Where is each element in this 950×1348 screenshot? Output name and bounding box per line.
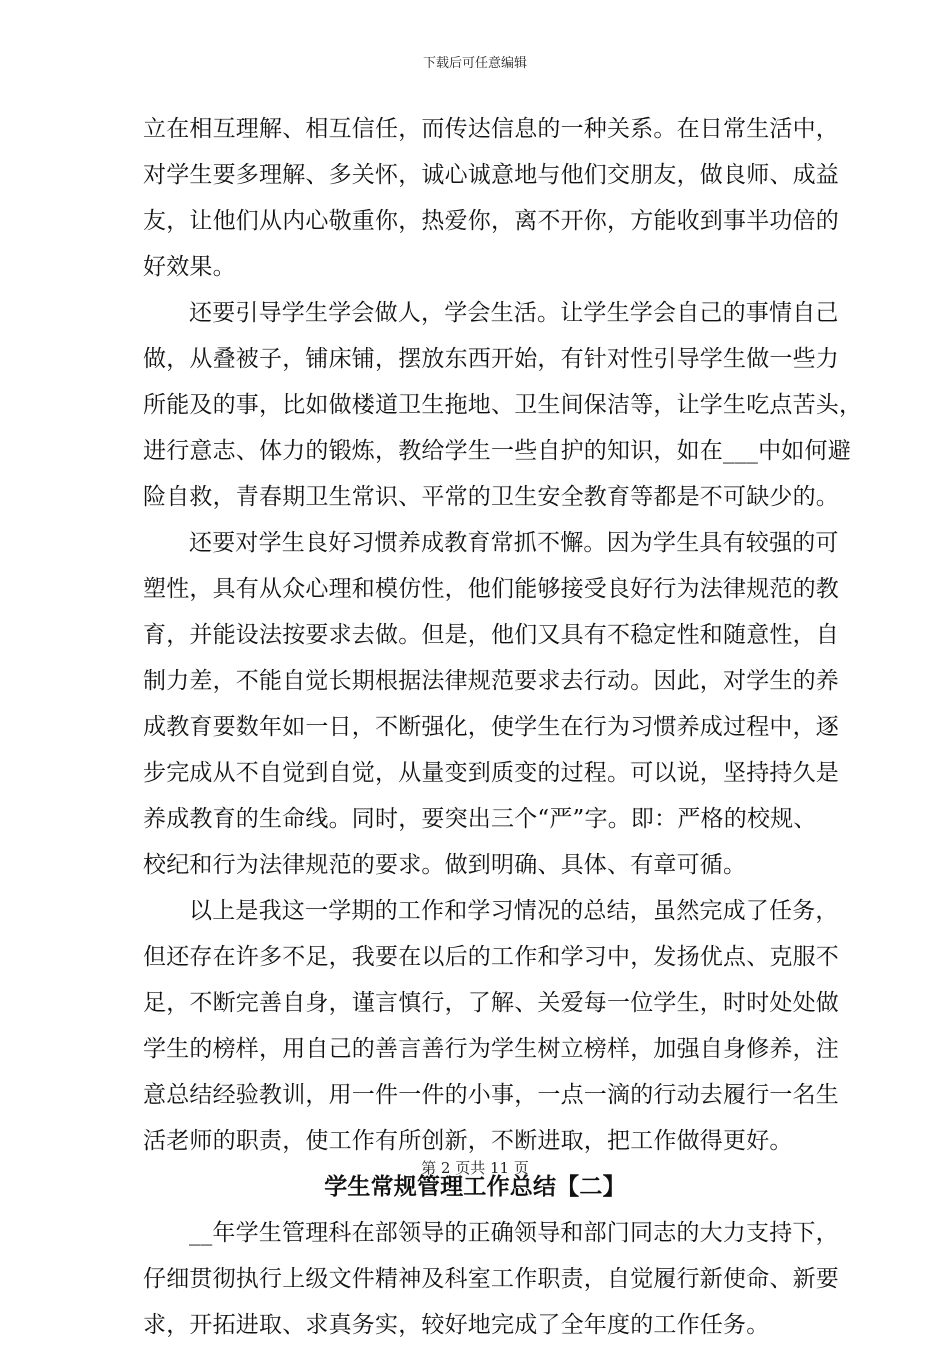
text-line: 做，从叠被子，铺床铺，摆放东西开始，有针对性引导学生做一些力 bbox=[143, 346, 839, 372]
text-line: 塑性，具有从众心理和模仿性，他们能够接受良好行为法律规范的教 bbox=[143, 576, 839, 602]
text-line: 仔细贯彻执行上级文件精神及科室工作职责，自觉履行新使命、新要 bbox=[143, 1266, 839, 1292]
text-line: 求，开拓进取、求真务实，较好地完成了全年度的工作任务。 bbox=[143, 1312, 770, 1338]
text-line: 活老师的职责，使工作有所创新，不断进取，把工作做得更好。 bbox=[143, 1128, 793, 1154]
text-line: 足，不断完善自身，谨言慎行，了解、关爱每一位学生，时时处处做 bbox=[143, 990, 839, 1016]
text-line: 校纪和行为法律规范的要求。做到明确、具体、有章可循。 bbox=[143, 852, 747, 878]
page-header: 下载后可任意编辑 bbox=[422, 56, 527, 71]
text-line: 险自救，青春期卫生常识、平常的卫生安全教育等都是不可缺少的。 bbox=[143, 484, 839, 510]
text-line: 好效果。 bbox=[143, 254, 236, 280]
text-line: 立在相互理解、相互信任，而传达信息的一种关系。在日常生活中， bbox=[143, 116, 839, 142]
text-line: __年学生管理科在部领导的正确领导和部门同志的大力支持下， bbox=[189, 1220, 839, 1246]
text-line: 育，并能设法按要求去做。但是，他们又具有不稳定性和随意性，自 bbox=[143, 622, 839, 648]
text-line: 意总结经验教训，用一件一件的小事，一点一滴的行动去履行一名生 bbox=[143, 1082, 839, 1108]
text-line: 学生的榜样，用自己的善言善行为学生树立榜样，加强自身修养，注 bbox=[143, 1036, 839, 1062]
text-line: 还要对学生良好习惯养成教育常抓不懈。因为学生具有较强的可 bbox=[189, 530, 839, 556]
text-line: 友，让他们从内心敬重你，热爱你，离不开你，方能收到事半功倍的 bbox=[143, 208, 839, 234]
text-line: 但还存在许多不足，我要在以后的工作和学习中，发扬优点、克服不 bbox=[143, 944, 839, 970]
text-line: 成教育要数年如一日，不断强化，使学生在行为习惯养成过程中，逐 bbox=[143, 714, 839, 740]
section-title: 学生常规管理工作总结【二】 bbox=[324, 1173, 626, 1200]
text-line: 还要引导学生学会做人，学会生活。让学生学会自己的事情自己 bbox=[189, 300, 839, 326]
text-line: 步完成从不自觉到自觉，从量变到质变的过程。可以说，坚持持久是 bbox=[143, 760, 839, 786]
text-line: 所能及的事，比如做楼道卫生拖地、卫生间保洁等，让学生吃点苦头， bbox=[143, 392, 863, 418]
text-line: 对学生要多理解、多关怀，诚心诚意地与他们交朋友，做良师、成益 bbox=[143, 162, 839, 188]
text-line: 养成教育的生命线。同时，要突出三个“严”字。即：严格的校规、 bbox=[143, 806, 817, 832]
page-footer: 第 2 页共 11 页 bbox=[421, 1159, 529, 1177]
text-line: 制力差，不能自觉长期根据法律规范要求去行动。因此，对学生的养 bbox=[143, 668, 839, 694]
text-line: 进行意志、体力的锻炼，教给学生一些自护的知识，如在___中如何避 bbox=[143, 438, 851, 464]
text-line: 以上是我这一学期的工作和学习情况的总结，虽然完成了任务， bbox=[189, 898, 839, 924]
